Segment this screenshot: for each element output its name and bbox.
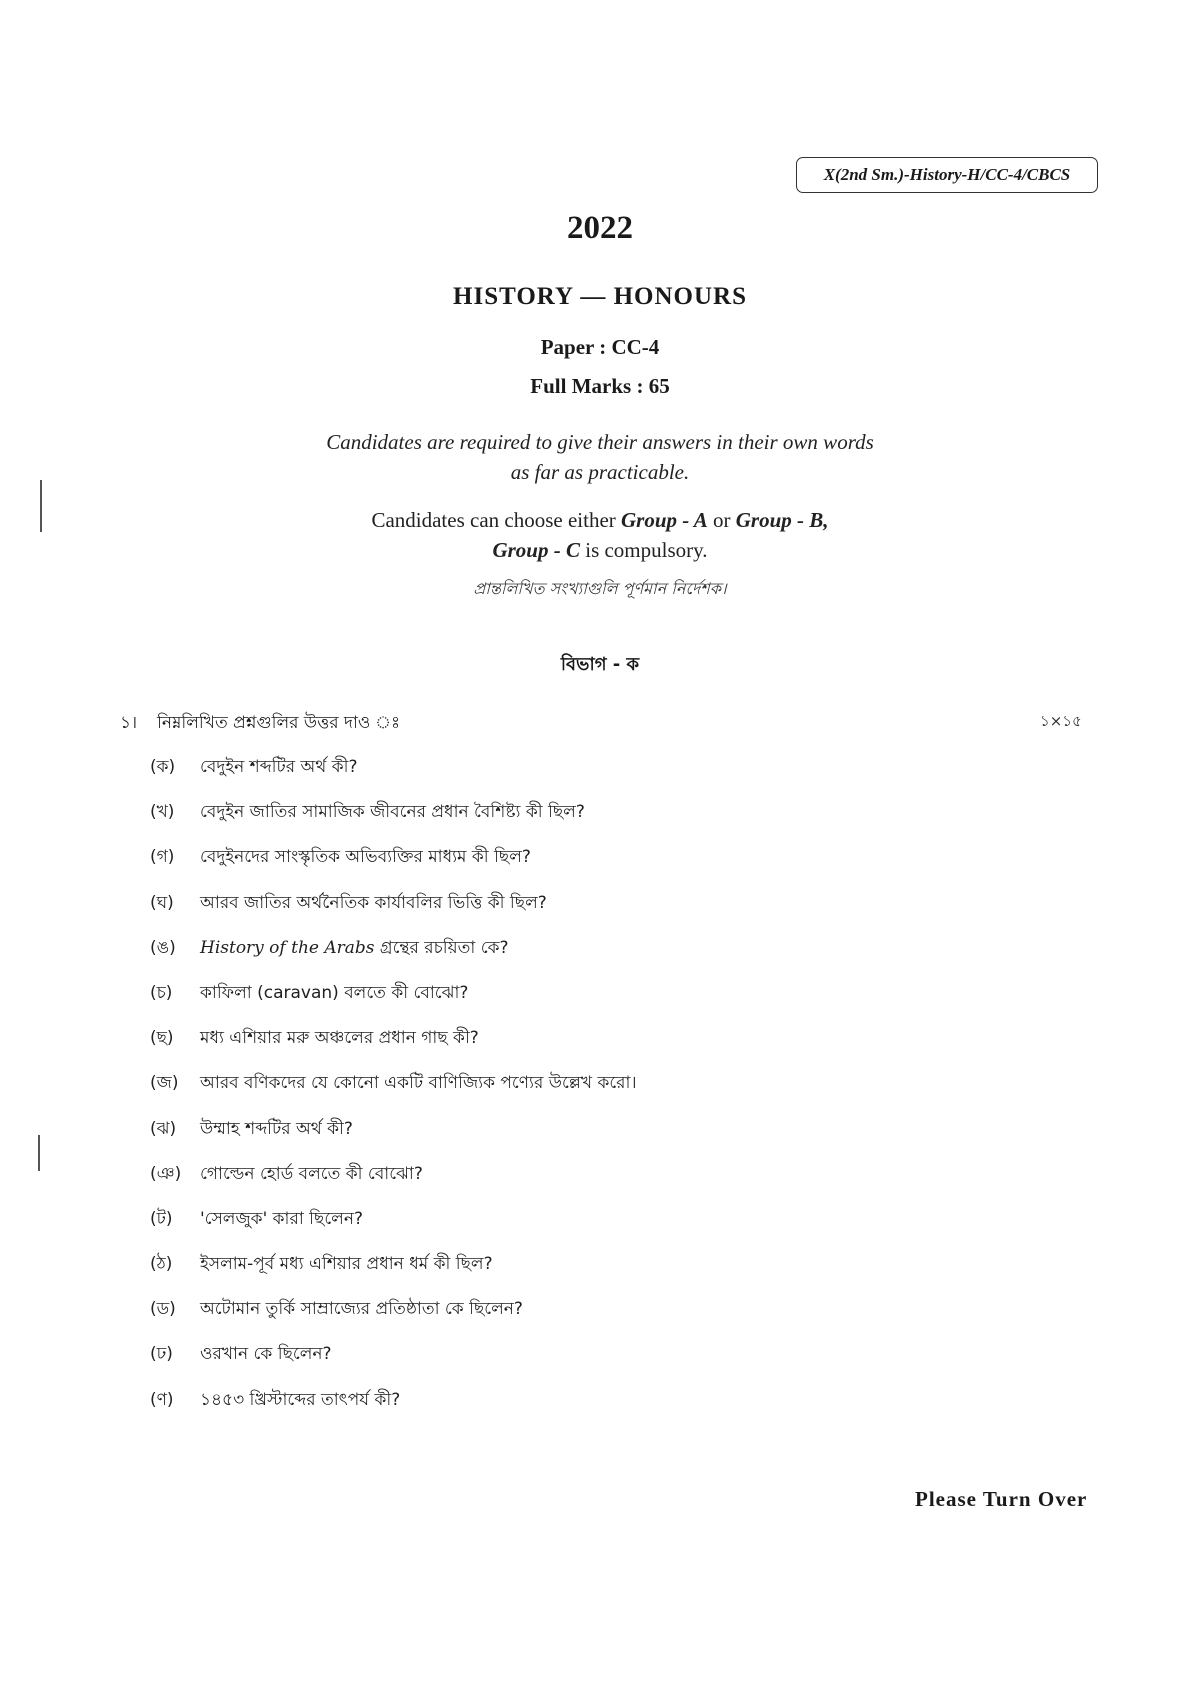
list-item [150,1152,1110,1197]
marginal-marks-note: প্রান্তলিখিত সংখ্যাগুলি পূর্ণমান নির্দেশক। [473,579,727,598]
list-item [150,1378,1110,1423]
list-item [150,1061,1110,1106]
item-label: (ছ) [150,1028,174,1049]
item-label: (জ) [150,1073,179,1094]
item-text: ১৪৫৩ খ্রিস্টাব্দের তাৎপর্য কী? [200,1389,401,1410]
list-item [150,1197,1110,1242]
list-item [150,790,1110,835]
list-item [150,835,1110,880]
item-label: (ঘ) [150,892,174,913]
item-text: আরব বণিকদের যে কোনো একটি বাণিজ্যিক পণ্যের উল্লেখ করো। [200,1073,637,1094]
item-label: (গ) [150,847,175,868]
list-item [150,1332,1110,1377]
item-label: (ঠ) [150,1254,173,1275]
item-label: (ঝ) [150,1118,177,1139]
groups-suffix: is compulsory. [579,538,708,562]
group-a-label: Group - A [621,508,708,532]
full-marks: Full Marks : 65 [530,374,670,398]
item-label: (ঢ) [150,1344,173,1365]
item-text: বেদুইনদের সাংস্কৃতিক অভিব্যক্তির মাধ্যম কী ছিল? [200,847,531,868]
question-marks: ১×১৫ [1040,712,1082,730]
please-turn-over: Please Turn Over [915,1487,1088,1511]
item-text [200,926,509,971]
groups-prefix: Candidates can choose either [371,508,622,532]
scan-mark-lower [38,1135,40,1171]
item-text-rest: গ্রন্থের রচয়িতা কে? [374,937,509,958]
item-text: উম্মাহ শব্দটির অর্থ কী? [200,1118,353,1139]
instruction-own-words-line2: as far as practicable. [510,460,690,484]
instruction-groups-line1 [0,505,1200,535]
item-label: (খ) [150,802,175,823]
item-text: ইসলাম-পূর্ব মধ্য এশিয়ার প্রধান ধর্ম কী ছিল? [200,1254,493,1275]
item-label: (ঙ) [150,937,176,958]
groups-or: or [707,508,736,532]
list-item [150,971,1110,1016]
item-text: 'সেলজুক' কারা ছিলেন? [200,1208,363,1229]
item-label: (ট) [150,1208,173,1229]
item-text: অটোমান তুর্কি সাম্রাজ্যের প্রতিষ্ঠাতা কে ছিলেন? [200,1299,523,1320]
list-item [150,926,1110,971]
scan-mark-upper [40,480,42,532]
list-item [150,745,1110,790]
paper-code-badge: X(2nd Sm.)-History-H/CC-4/CBCS [796,157,1098,193]
instruction-own-words [0,427,1200,487]
list-item [150,1107,1110,1152]
item-label: (ক) [150,757,176,777]
list-item [150,881,1110,926]
list-item [150,1242,1110,1287]
item-label: (ঞ) [150,1163,182,1184]
list-item [150,1016,1110,1061]
instruction-groups-line2 [0,535,1200,565]
group-b-label: Group - B, [735,508,829,532]
question-number: ১। [120,713,138,733]
item-text: বেদুইন শব্দটির অর্থ কী? [200,757,358,777]
question-items-list [150,745,1110,1423]
item-text: বেদুইন জাতির সামাজিক জীবনের প্রধান বৈশিষ্ট্য কী ছিল? [200,802,585,823]
exam-year: 2022 [567,210,633,246]
section-heading: বিভাগ - ক [560,654,640,675]
book-title: History of the Arabs [200,937,375,958]
item-text: ওরখান কে ছিলেন? [200,1344,332,1365]
item-text: মধ্য এশিয়ার মরু অঞ্চলের প্রধান গাছ কী? [200,1028,479,1049]
list-item [150,1287,1110,1332]
item-label: (ড) [150,1299,176,1320]
group-c-label: Group - C [492,538,580,562]
item-text: কাফিলা (caravan) বলতে কী বোঝো? [200,982,469,1003]
question-text: নিম্নলিখিত প্রশ্নগুলির উত্তর দাও ঃ [157,713,401,733]
item-label: (ণ) [150,1389,174,1410]
item-text: আরব জাতির অর্থনৈতিক কার্যাবলির ভিত্তি কী ছিল? [200,892,547,913]
instruction-own-words-line1: Candidates are required to give their answers in their own words [326,430,874,454]
item-text: গোল্ডেন হোর্ড বলতে কী বোঝো? [200,1163,423,1184]
subject-title: HISTORY — HONOURS [453,283,747,310]
item-label: (চ) [150,982,173,1003]
paper-code: Paper : CC-4 [540,335,660,359]
instruction-groups [0,505,1200,565]
